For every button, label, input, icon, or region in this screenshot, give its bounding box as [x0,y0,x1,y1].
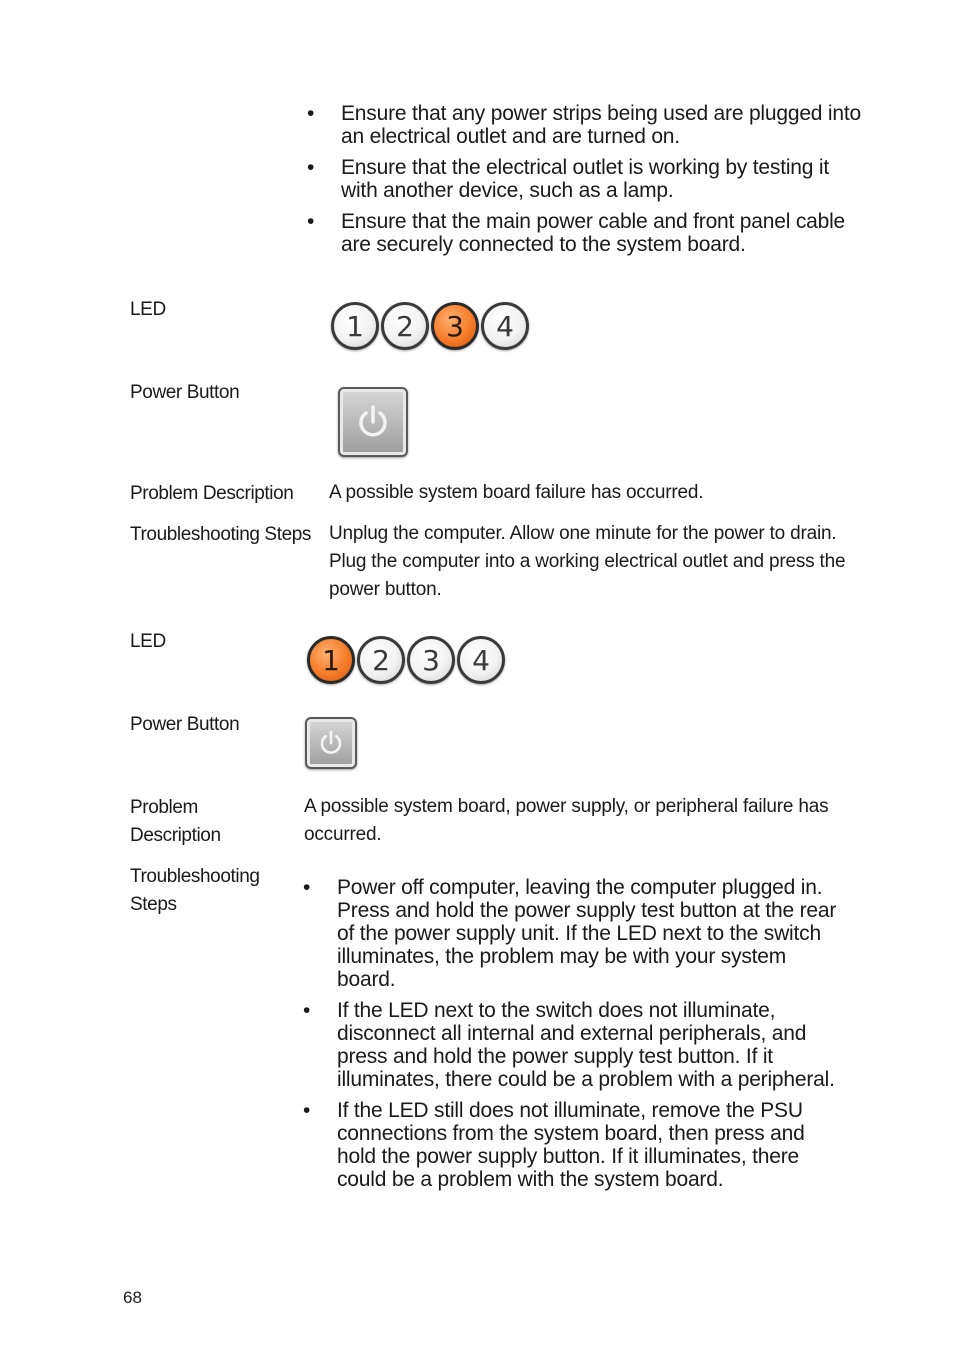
problem-description-text: A possible system board, power supply, or peripheral failure has occurred. [304,796,829,845]
power-button-label: Power Button [130,714,240,735]
list-item [303,1099,848,1191]
power-symbol-icon [353,402,393,442]
led-1-icon [307,636,355,684]
label-line: Troubleshooting [130,866,260,887]
troubleshooting-steps-text: Unplug the computer. Allow one minute for the power to drain. Plug the computer into a working electrical outlet and press the power button. [329,523,846,600]
led-indicator-row [331,302,529,350]
power-button-icon [305,717,357,769]
list-item [307,156,867,202]
led-indicator-row [307,636,505,684]
list-item [307,210,867,256]
bullet-text: If the LED still does not illuminate, remove the PSU connections from the system board, then press and hold the power supply button. If it illuminates, there could be a problem with the system board. [337,1099,805,1191]
bullet-glyph: • [307,210,315,233]
list-item [307,102,867,148]
led-number: 2 [396,309,414,343]
led-1-icon [331,302,379,350]
led-number: 1 [346,309,364,343]
bullet-text: Power off computer, leaving the computer plugged in. Press and hold the power supply test button at the rear of the power supply unit. If the LED next to the switch illuminates, the problem may be with your system board. [337,876,837,991]
troubleshooting-steps-label [130,863,260,919]
led-number: 4 [496,309,514,343]
problem-description-text: A possible system board failure has occurred. [329,482,704,503]
bullet-glyph: • [307,102,315,125]
top-bullet-list [307,102,867,264]
led-3-icon [407,636,455,684]
bullet-text: If the LED next to the switch does not illuminate, disconnect all internal and external peripherals, and press and hold the power supply test button. If it illuminates, there could be a problem with a peripheral. [337,999,835,1091]
led-3-icon [431,302,479,350]
led-number: 3 [422,643,440,677]
led-number: 1 [322,643,340,677]
list-item [303,876,848,991]
led-4-icon [481,302,529,350]
bullet-glyph: • [307,156,315,179]
label-line: Steps [130,894,177,915]
power-symbol-icon [316,728,346,758]
led-4-icon [457,636,505,684]
bullet-glyph: • [303,1099,311,1122]
power-button-label: Power Button [130,382,240,403]
bullet-text: Ensure that any power strips being used are plugged into an electrical outlet and are turned on. [341,102,861,148]
troubleshooting-steps-label: Troubleshooting Steps [130,524,312,545]
led-2-icon [357,636,405,684]
led-number: 3 [446,309,464,343]
troubleshooting-bullet-list [303,876,848,1199]
bullet-text: Ensure that the main power cable and front panel cable are securely connected to the system board. [341,210,846,256]
list-item [303,999,848,1091]
page-number: 68 [123,1288,142,1307]
led-number: 4 [472,643,490,677]
problem-description-label [130,794,221,850]
label-line: Problem [130,797,198,818]
bullet-text: Ensure that the electrical outlet is working by testing it with another device, such as a lamp. [341,156,829,202]
led-2-icon [381,302,429,350]
label-line: Description [130,825,221,846]
power-button-icon [338,387,408,457]
led-number: 2 [372,643,390,677]
bullet-glyph: • [303,876,311,899]
led-label: LED [130,631,166,652]
problem-description-label: Problem Description [130,483,294,504]
bullet-glyph: • [303,999,311,1022]
led-label: LED [130,299,166,320]
